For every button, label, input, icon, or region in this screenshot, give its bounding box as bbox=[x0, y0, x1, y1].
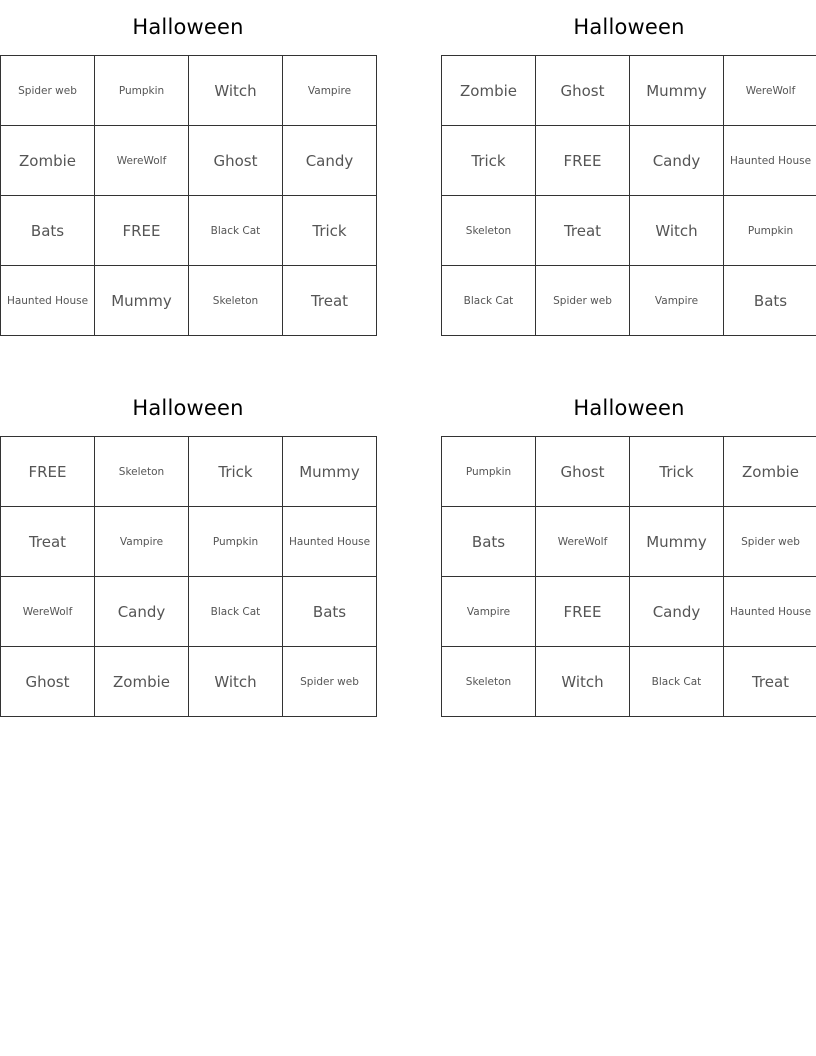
grid-row bbox=[1, 266, 377, 336]
bingo-cell: Spider web bbox=[724, 507, 816, 577]
bingo-cell: Treat bbox=[1, 507, 95, 577]
bingo-cell: Bats bbox=[1, 196, 95, 266]
bingo-cell: Pumpkin bbox=[189, 507, 283, 577]
grid-row bbox=[1, 56, 377, 126]
grid-row bbox=[442, 577, 816, 647]
bingo-cell: Spider web bbox=[536, 266, 630, 336]
bingo-cell: Bats bbox=[442, 507, 536, 577]
bingo-card bbox=[441, 381, 816, 717]
grid-row bbox=[1, 507, 377, 577]
bingo-cell: Haunted House bbox=[283, 507, 377, 577]
bingo-cell: Black Cat bbox=[442, 266, 536, 336]
bingo-cell: Pumpkin bbox=[95, 56, 189, 126]
bingo-cell: Skeleton bbox=[442, 196, 536, 266]
bingo-cell: Candy bbox=[630, 577, 724, 647]
bingo-cell: Spider web bbox=[1, 56, 95, 126]
grid-row bbox=[442, 196, 816, 266]
bingo-cell: Spider web bbox=[283, 647, 377, 717]
card-title: Halloween bbox=[573, 396, 685, 420]
free-cell: FREE bbox=[536, 126, 630, 196]
bingo-cell: Mummy bbox=[630, 56, 724, 126]
bingo-cell: Trick bbox=[283, 196, 377, 266]
free-cell: FREE bbox=[536, 577, 630, 647]
card-title: Halloween bbox=[132, 15, 244, 39]
bingo-cell: WereWolf bbox=[95, 126, 189, 196]
bingo-cell: Bats bbox=[283, 577, 377, 647]
free-cell: FREE bbox=[95, 196, 189, 266]
bingo-cell: Zombie bbox=[724, 437, 816, 507]
bingo-cell: Mummy bbox=[95, 266, 189, 336]
grid-row bbox=[1, 647, 377, 717]
bingo-cell: WereWolf bbox=[536, 507, 630, 577]
bingo-cell: Black Cat bbox=[189, 577, 283, 647]
bingo-cell: Ghost bbox=[189, 126, 283, 196]
bingo-cell: Ghost bbox=[1, 647, 95, 717]
bingo-cell: Witch bbox=[189, 647, 283, 717]
bingo-card bbox=[441, 0, 816, 336]
bingo-cell: Candy bbox=[95, 577, 189, 647]
bingo-cell: Treat bbox=[724, 647, 816, 717]
bingo-grid bbox=[441, 55, 816, 336]
bingo-card bbox=[0, 0, 376, 336]
bingo-cell: Haunted House bbox=[1, 266, 95, 336]
bingo-cell: Zombie bbox=[95, 647, 189, 717]
bingo-cell: Trick bbox=[189, 437, 283, 507]
bingo-cell: Witch bbox=[536, 647, 630, 717]
bingo-cell: Vampire bbox=[95, 507, 189, 577]
bingo-cell: Haunted House bbox=[724, 577, 816, 647]
bingo-cell: Skeleton bbox=[95, 437, 189, 507]
bingo-cell: Trick bbox=[630, 437, 724, 507]
card-title: Halloween bbox=[573, 15, 685, 39]
grid-row bbox=[442, 647, 816, 717]
bingo-cell: Ghost bbox=[536, 56, 630, 126]
grid-row bbox=[442, 266, 816, 336]
bingo-cell: Witch bbox=[630, 196, 724, 266]
grid-row bbox=[442, 126, 816, 196]
bingo-cell: Vampire bbox=[283, 56, 377, 126]
bingo-grid bbox=[441, 436, 816, 717]
bingo-cell: Haunted House bbox=[724, 126, 816, 196]
bingo-cell: Pumpkin bbox=[442, 437, 536, 507]
bingo-cell: Candy bbox=[630, 126, 724, 196]
bingo-cell: Black Cat bbox=[189, 196, 283, 266]
bingo-cell: Trick bbox=[442, 126, 536, 196]
bingo-card bbox=[0, 381, 376, 717]
bingo-cell: Treat bbox=[283, 266, 377, 336]
grid-row bbox=[1, 196, 377, 266]
bingo-cell: Zombie bbox=[442, 56, 536, 126]
bingo-grid bbox=[0, 436, 377, 717]
bingo-cell: Candy bbox=[283, 126, 377, 196]
bingo-cell: Black Cat bbox=[630, 647, 724, 717]
bingo-cell: Bats bbox=[724, 266, 816, 336]
grid-row bbox=[442, 437, 816, 507]
bingo-cell: Skeleton bbox=[442, 647, 536, 717]
bingo-cell: WereWolf bbox=[1, 577, 95, 647]
grid-row bbox=[1, 126, 377, 196]
bingo-grid bbox=[0, 55, 377, 336]
bingo-cell: Skeleton bbox=[189, 266, 283, 336]
grid-row bbox=[1, 577, 377, 647]
free-cell: FREE bbox=[1, 437, 95, 507]
bingo-cell: Pumpkin bbox=[724, 196, 816, 266]
bingo-cell: WereWolf bbox=[724, 56, 816, 126]
bingo-cell: Mummy bbox=[283, 437, 377, 507]
card-title: Halloween bbox=[132, 396, 244, 420]
bingo-cell: Witch bbox=[189, 56, 283, 126]
grid-row bbox=[1, 437, 377, 507]
grid-row bbox=[442, 56, 816, 126]
grid-row bbox=[442, 507, 816, 577]
bingo-cell: Vampire bbox=[442, 577, 536, 647]
bingo-cell: Treat bbox=[536, 196, 630, 266]
bingo-cell: Zombie bbox=[1, 126, 95, 196]
bingo-cell: Vampire bbox=[630, 266, 724, 336]
bingo-cell: Mummy bbox=[630, 507, 724, 577]
bingo-cell: Ghost bbox=[536, 437, 630, 507]
